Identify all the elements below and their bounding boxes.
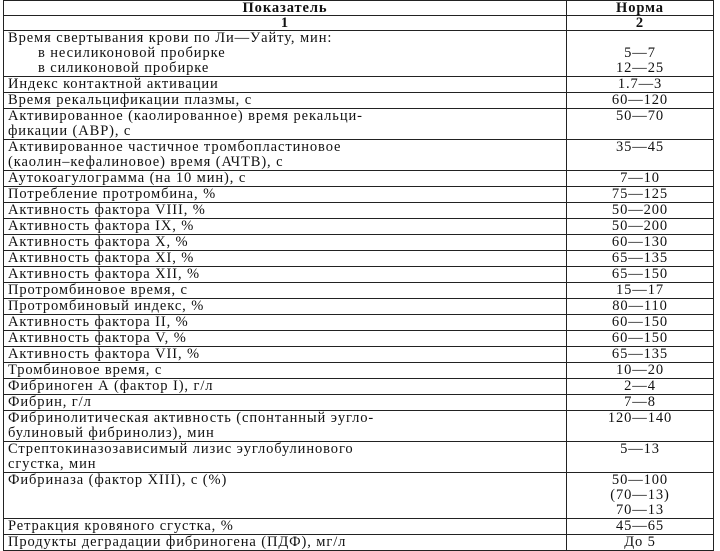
norm-cell [567,187,714,203]
table-row [4,411,714,442]
table-row [4,315,714,331]
indicator-cell [4,109,567,140]
norm-value: 35—45 [616,139,664,155]
indicator-cell [4,411,567,442]
table-row [4,395,714,411]
norm-cell [567,379,714,395]
table-row [4,251,714,267]
table-row [4,93,714,109]
norm-cell [567,411,714,442]
indicator-cell [4,363,567,379]
indicator-cell [4,187,567,203]
table-row [4,235,714,251]
indicator-text: Активность фактора VII, % [8,346,200,362]
norm-value: 45—65 [616,518,664,534]
norm-cell [567,219,714,235]
norm-cell [567,315,714,331]
norm-value: 65—135 [611,346,669,362]
norm-value: 7—8 [624,394,656,410]
indicator-text: Активность фактора XI, % [8,250,195,266]
indicator-cell [4,171,567,187]
indicator-text: Фибриноген А (фактор I), г/л [8,378,214,394]
indicator-text: в силиконовой пробирке [38,60,210,76]
norm-cell [567,363,714,379]
norm-value: До 5 [624,534,656,550]
norm-cell [567,203,714,219]
indicator-text [8,488,562,503]
table-row [4,140,714,171]
norm-value: 70—13 [616,502,664,518]
indicator-cell [4,315,567,331]
table-row [4,77,714,93]
indicator-text: Потребление протромбина, % [8,186,217,202]
table-row [4,363,714,379]
indicator-cell [4,219,567,235]
norm-cell [567,535,714,551]
norm-value: 50—70 [616,108,664,124]
indicator-text: Протромбиновый индекс, % [8,298,205,314]
table-row [4,331,714,347]
norm-value: 75—125 [611,186,669,202]
table-header-row [4,1,714,16]
norm-cell [567,283,714,299]
norm-value: 10—20 [616,362,664,378]
indicator-cell [4,299,567,315]
norm-value: 50—100 [611,472,669,488]
table-row [4,31,714,77]
indicator-cell [4,442,567,473]
indicator-cell [4,519,567,535]
indicator-cell [4,379,567,395]
indicator-cell [4,251,567,267]
indicator-text: Фибриназа (фактор XIII), с (%) [8,472,228,488]
norm-value: 60—130 [611,234,669,250]
indicator-text [8,503,562,518]
norm-cell [567,251,714,267]
norm-value: 7—10 [620,170,660,186]
norm-cell [567,395,714,411]
coagulation-norms-table [3,0,714,551]
indicator-text: Аутокоагулограмма (на 10 мин), с [8,170,247,186]
table-column-numbers-row [4,16,714,31]
norm-cell [567,31,714,77]
indicator-cell [4,473,567,519]
header-norm-number: 2 [567,16,714,31]
indicator-cell [4,31,567,77]
indicator-cell [4,77,567,93]
table-row [4,347,714,363]
table-row [4,535,714,551]
norm-cell [567,171,714,187]
norm-value: 12—25 [616,60,664,76]
table-row [4,442,714,473]
indicator-text: Стрептокиназозависимый лизис эуглобулинового [8,441,354,457]
indicator-text: Тромбиновое время, с [8,362,163,378]
norm-cell [567,77,714,93]
indicator-cell [4,267,567,283]
norm-value: 60—150 [611,330,669,346]
norm-value: 50—200 [611,202,669,218]
indicator-text: в несиликоновой пробирке [38,45,226,61]
indicator-text: Протромбиновое время, с [8,282,188,298]
indicator-text: Время рекальцификации плазмы, с [8,92,253,108]
indicator-text: Время свертывания крови по Ли—Уайту, мин: [8,30,333,46]
norm-cell [567,519,714,535]
table-row [4,219,714,235]
norm-value: 60—120 [611,92,669,108]
table-body [4,31,714,551]
indicator-cell [4,395,567,411]
indicator-cell [4,140,567,171]
norm-cell [567,140,714,171]
norm-cell [567,347,714,363]
norm-cell [567,442,714,473]
indicator-cell [4,203,567,219]
table-row [4,267,714,283]
header-norm: Норма [567,1,714,16]
norm-cell [567,93,714,109]
header-indicator: Показатель [4,1,567,16]
indicator-text: сгустка, мин [8,456,97,472]
indicator-cell [4,235,567,251]
table-row [4,299,714,315]
indicator-text: Фибринолитическая активность (спонтанный эугло- [8,410,375,426]
norm-value: 120—140 [607,410,673,426]
indicator-text: Активность фактора VIII, % [8,202,206,218]
table-row [4,473,714,519]
indicator-text: Активность фактора X, % [8,234,189,250]
table-row [4,379,714,395]
norm-value: 80—110 [612,298,668,314]
norm-value: 65—135 [611,250,669,266]
indicator-text: (каолин–кефалиновое) время (АЧТВ), с [8,154,284,170]
norm-value: 5—13 [620,441,660,457]
indicator-text: Активность фактора V, % [8,330,187,346]
norm-value [571,31,709,46]
indicator-text: булиновый фибринолиз), мин [8,425,215,441]
indicator-text: Активированное (каолированное) время рекальци- [8,108,363,124]
indicator-text: Активность фактора II, % [8,314,189,330]
table-row [4,283,714,299]
indicator-text: Активность фактора XII, % [8,266,200,282]
indicator-text: Продукты деградации фибриногена (ПДФ), мг/л [8,534,347,550]
table-row [4,109,714,140]
indicator-cell [4,283,567,299]
indicator-text: Активированное частичное тромбопластиновое [8,139,342,155]
table-row [4,519,714,535]
indicator-cell [4,93,567,109]
norm-value: 15—17 [616,282,664,298]
norm-cell [567,109,714,140]
norm-cell [567,331,714,347]
norm-value: 65—150 [611,266,669,282]
indicator-text: Активность фактора IX, % [8,218,195,234]
norm-value: 2—4 [624,378,656,394]
header-indicator-number: 1 [4,16,567,31]
norm-value: 5—7 [624,45,656,61]
indicator-text: Ретракция кровяного сгустка, % [8,518,234,534]
table-row [4,203,714,219]
norm-cell [567,473,714,519]
table-row [4,187,714,203]
indicator-cell [4,535,567,551]
norm-value: 50—200 [611,218,669,234]
norm-cell [567,299,714,315]
indicator-text: фикации (АВР), с [8,123,132,139]
norm-cell [567,267,714,283]
norm-cell [567,235,714,251]
indicator-cell [4,347,567,363]
norm-value: 60—150 [611,314,669,330]
indicator-cell [4,331,567,347]
norm-value: 1.7—3 [617,76,663,92]
norm-value: (70—13) [610,487,670,503]
indicator-text: Индекс контактной активации [8,76,219,92]
indicator-text: Фибрин, г/л [8,394,92,410]
table-row [4,171,714,187]
